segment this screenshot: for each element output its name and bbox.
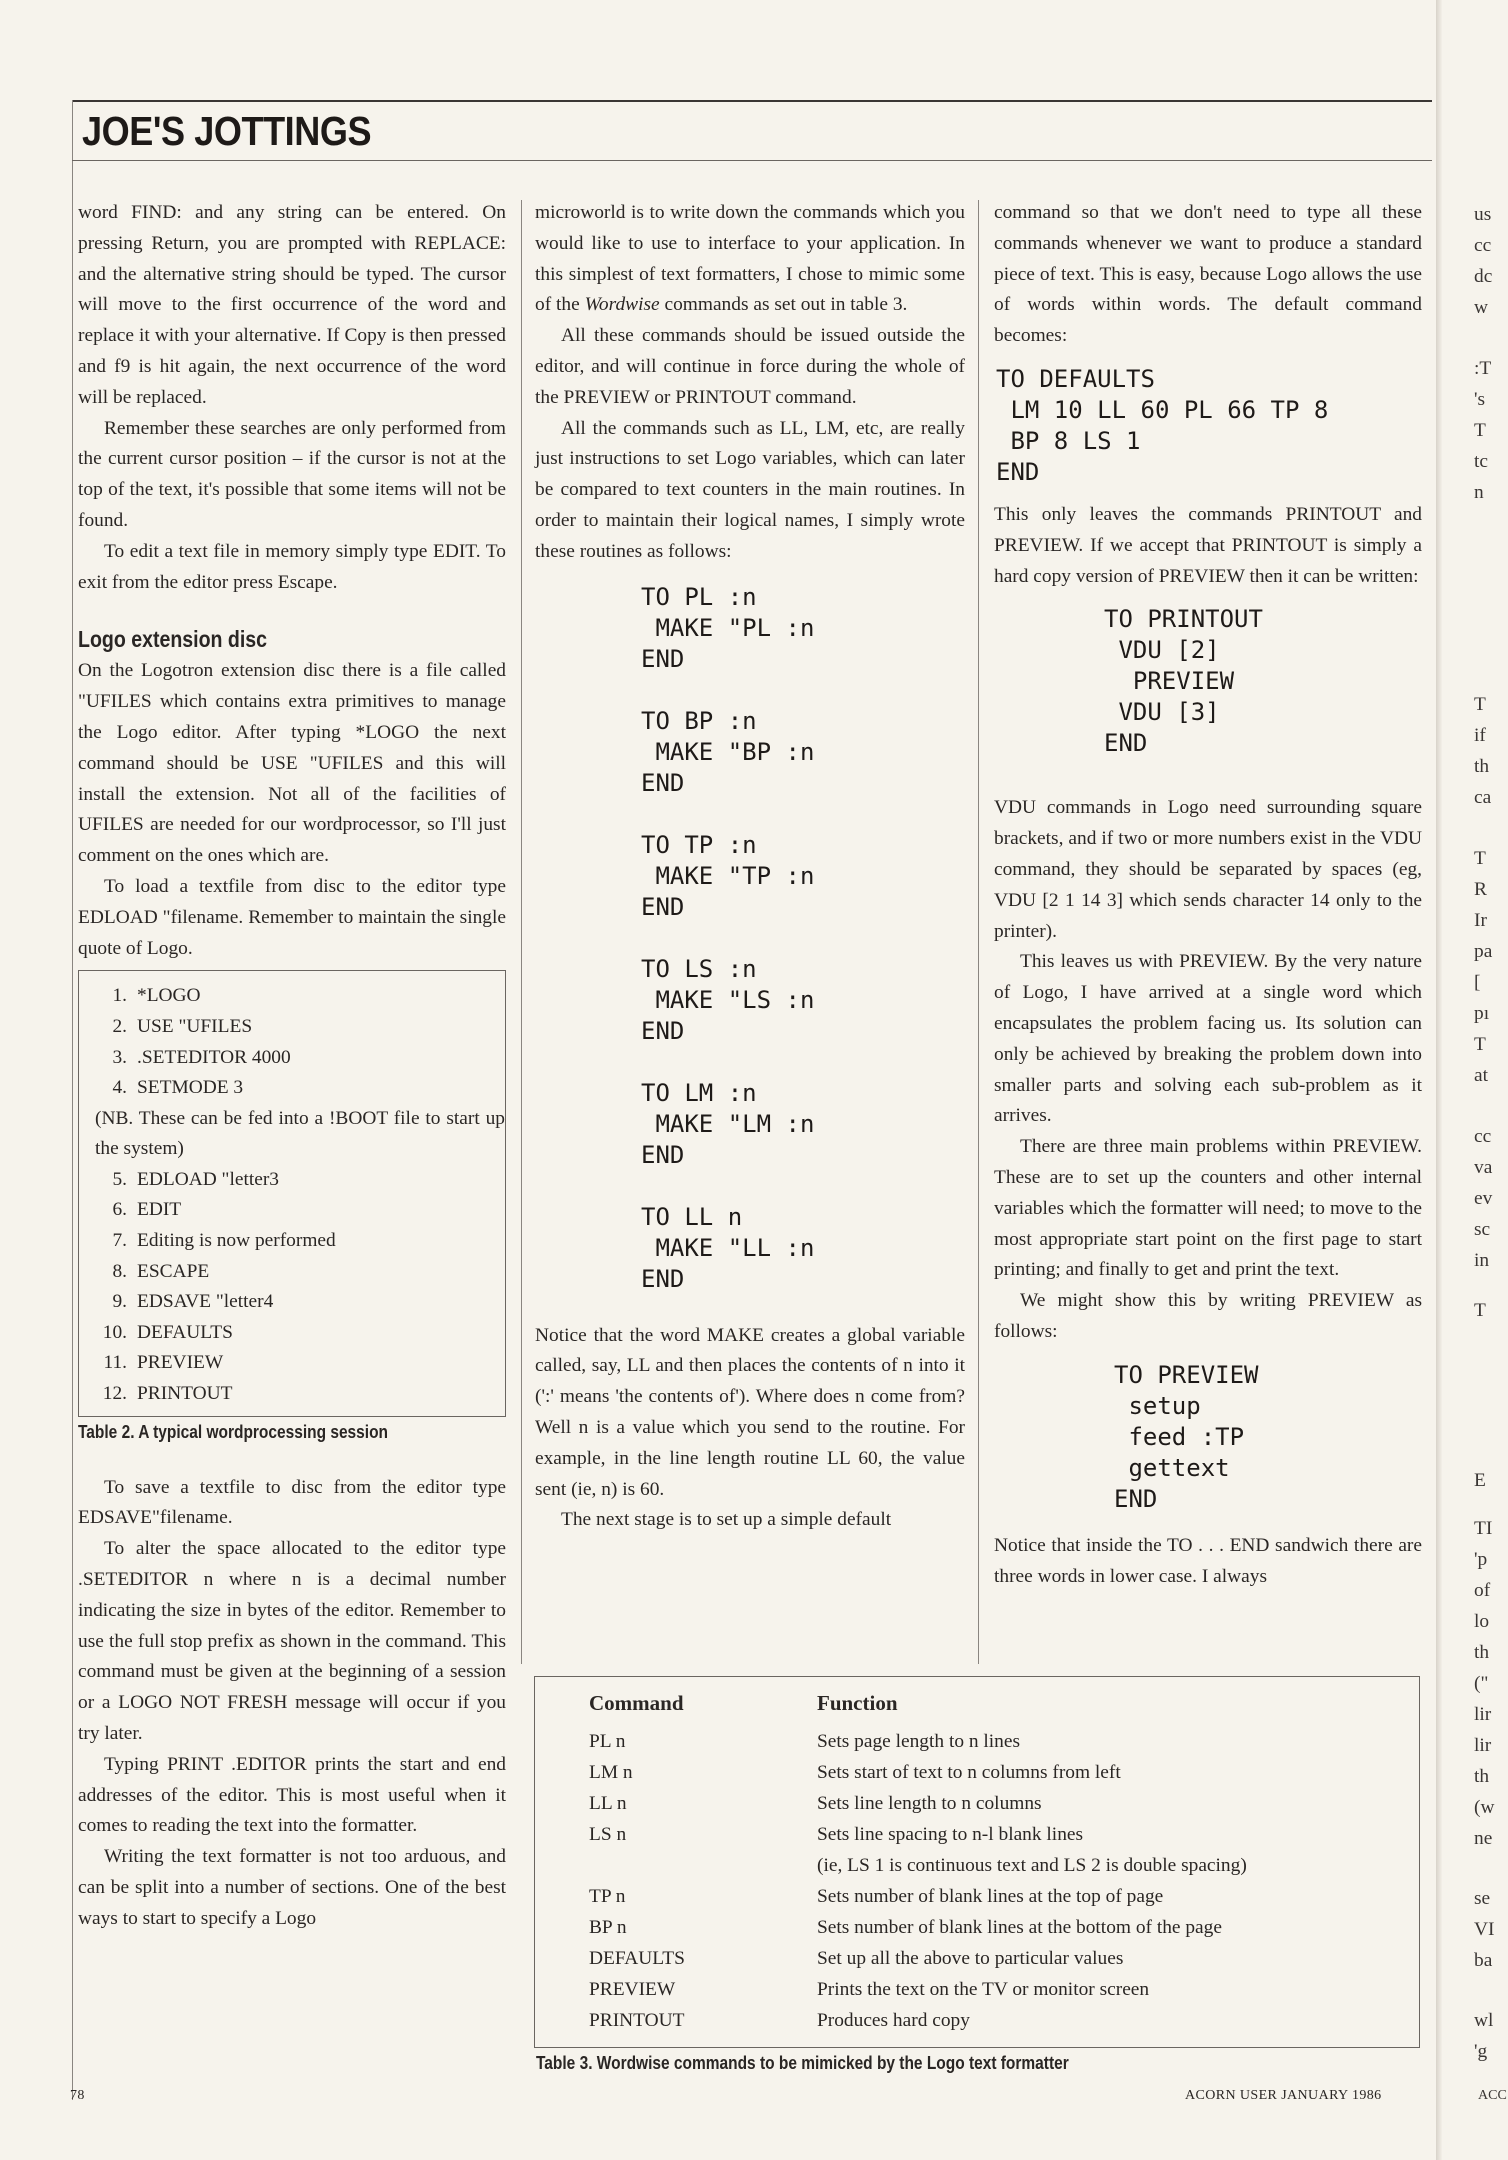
next-page-text-fragment: sc xyxy=(1474,1219,1491,1240)
next-page-text-fragment: cc xyxy=(1474,235,1492,256)
next-page-text-fragment: th xyxy=(1474,756,1490,777)
paragraph: This only leaves the commands PRINTOUT and PREVIEW. If we accept that PRINTOUT is simply a hard copy version of PREVIEW then it can be written: xyxy=(994,503,1422,587)
header-bottom-rule xyxy=(72,160,1432,161)
next-page-text-fragment: at xyxy=(1474,1065,1488,1086)
next-page-text-fragment: :T xyxy=(1474,358,1492,379)
next-page-text-fragment: Ir xyxy=(1474,910,1487,931)
page-left-rule xyxy=(72,100,73,2100)
paragraph: The next stage is to set up a simple default xyxy=(561,1509,892,1531)
next-page-text-fragment: cc xyxy=(1474,1126,1492,1147)
paragraph: We might show this by writing PREVIEW as follows: xyxy=(994,1290,1422,1342)
next-page-text-fragment: 'p xyxy=(1474,1549,1488,1570)
session-step: 3. .SETEDITOR 4000 xyxy=(112,1046,291,1068)
column-divider-2 xyxy=(978,200,979,1664)
next-page-text-fragment: of xyxy=(1474,1580,1491,1601)
next-page-text-fragment: VI xyxy=(1474,1919,1495,1940)
next-page-text-fragment: [ xyxy=(1474,972,1481,993)
session-step: 4. SETMODE 3 xyxy=(112,1077,244,1099)
session-step: 2. USE "UFILES xyxy=(112,1015,253,1037)
next-page-text-fragment: E xyxy=(1474,1470,1486,1491)
next-page-edge xyxy=(1436,0,1508,2160)
next-page-text-fragment: th xyxy=(1474,1642,1490,1663)
paragraph: On the Logotron extension disc there is a file called "UFILES which contains extra primitives to manage the Logo editor. After typing *LOGO the next command should be USE "UFILES and this will install the extension. Not all of the facilities of UFILES are needed for our wordprocessor, so I'll just comment on the ones which are. xyxy=(78,660,506,867)
column-divider-1 xyxy=(521,200,522,1664)
issue-line: ACORN USER JANUARY 1986 xyxy=(1185,2088,1382,2103)
code-listing-preview: TO PREVIEW setup feed :TP gettext END xyxy=(1114,1360,1259,1513)
next-page-text-fragment: th xyxy=(1474,1766,1490,1787)
column-3 xyxy=(994,198,1422,1592)
wordwise-title: Wordwise xyxy=(584,294,660,316)
session-step: 11. PREVIEW xyxy=(103,1352,224,1374)
session-step: 6. EDIT xyxy=(112,1199,182,1221)
code-listing-setters: TO PL :n MAKE "PL :n END TO BP :n MAKE "BP :n END TO TP :n MAKE "TP :n END TO LS :n MAKE "LS :n END TO LM :n MAKE "LM :n END TO LL n MAKE "LL :n END xyxy=(641,582,815,1293)
paragraph: word FIND: and any string can be entered. On pressing Return, you are prompted with REPLACE: and the alternative string should be typed. The cursor will move to the first occurrence of the word and replace it with your alternative. If Copy is then pressed and f9 is hit again, the next occurrence of the word will be replaced. xyxy=(78,202,506,408)
next-page-text-fragment: in xyxy=(1474,1250,1490,1271)
next-page-text-fragment: lo xyxy=(1474,1611,1490,1632)
next-page-text-fragment: lir xyxy=(1474,1735,1492,1756)
next-page-text-fragment: n xyxy=(1474,482,1484,503)
column-1 xyxy=(78,198,506,1935)
next-page-text-fragment: ne xyxy=(1474,1828,1493,1849)
paragraph: Writing the text formatter is not too arduous, and can be split into a number of sections. One of the best ways to start to specify a Logo xyxy=(78,1846,506,1929)
session-step: 10. DEFAULTS xyxy=(102,1321,233,1343)
session-step: 7. Editing is now performed xyxy=(112,1230,336,1252)
paragraph: microworld is to write down the commands which you would like to use to interface to your application. In this simplest of text formatters, I chose to mimic some of the Wordwise commands as set out in table 3. xyxy=(535,202,965,316)
next-page-text-fragment: us xyxy=(1474,204,1492,225)
paragraph: Notice that the word MAKE creates a global variable called, say, LL and then places the contents of n into it (':' means 'the contents of'). Where does n come from? Well n is a value which you send to the routine. For example, in the line length routine LL 60, the value sent (ie, n) is 60. xyxy=(535,1324,965,1500)
column-2 xyxy=(535,198,965,1536)
next-page-text-fragment: R xyxy=(1474,879,1487,900)
table-header-command: Command xyxy=(589,1691,684,1715)
next-page-text-fragment: va xyxy=(1474,1157,1493,1178)
next-page-text-fragment: lir xyxy=(1474,1704,1492,1725)
paragraph: command so that we don't need to type all these commands whenever we want to produce a standard piece of text. This is easy, because Logo allows the use of words within words. The default command becomes: xyxy=(994,202,1422,347)
code-listing-defaults: TO DEFAULTS LM 10 LL 60 PL 66 TP 8 BP 8 LS 1 END xyxy=(996,364,1329,486)
next-page-text-fragment: 'g xyxy=(1474,2041,1488,2062)
session-step: 8. ESCAPE xyxy=(112,1260,210,1282)
paragraph: To load a textfile from disc to the editor type EDLOAD "filename. Remember to maintain the single quote of Logo. xyxy=(78,875,506,959)
next-page-text-fragment: w xyxy=(1474,297,1489,318)
code-listing-printout: TO PRINTOUT VDU [2] PREVIEW VDU [3] END xyxy=(1104,605,1263,758)
next-page-text-fragment: pı xyxy=(1474,1003,1490,1024)
next-page-text-fragment: T xyxy=(1474,694,1486,715)
paragraph: This leaves us with PREVIEW. By the very nature of Logo, I have arrived at a single word which encapsulates the problem facing us. Its solution can only be achieved by breaking the problem down into smaller parts and solving each sub-problem as it arrives. xyxy=(994,951,1422,1127)
paragraph: Typing PRINT .EDITOR prints the start and end addresses of the editor. This is most useful when it comes to reading the text into the formatter. xyxy=(78,1753,506,1837)
paragraph: To edit a text file in memory simply type EDIT. To exit from the editor press Escape. xyxy=(78,540,506,593)
header-top-rule xyxy=(72,100,1432,102)
section-subheading: Logo extension disc xyxy=(78,626,268,653)
paragraph: To save a textfile to disc from the editor type EDSAVE"filename. xyxy=(78,1476,506,1529)
paragraph: All the commands such as LL, LM, etc, are really just instructions to set Logo variables, which can later be compared to text counters in the main routines. In order to maintain their logical names, I simply wrote these routines as follows: xyxy=(535,417,965,562)
next-page-text-fragment: if xyxy=(1474,725,1486,746)
next-page-text-fragment: 's xyxy=(1474,389,1486,410)
paragraph: Notice that inside the TO . . . END sandwich there are three words in lower case. I always xyxy=(994,1534,1422,1587)
next-page-text-fragment: dc xyxy=(1474,266,1493,287)
next-page-text-fragment: wl xyxy=(1474,2010,1494,2031)
session-step: 1. *LOGO xyxy=(112,985,201,1007)
next-page-text-fragment: T xyxy=(1474,1034,1486,1055)
table-header-function: Function xyxy=(817,1691,898,1715)
next-page-text-fragment: (w xyxy=(1474,1797,1495,1818)
next-page-text-fragment: TI xyxy=(1474,1518,1493,1539)
next-page-text-fragment: se xyxy=(1474,1888,1491,1909)
paragraph: All these commands should be issued outside the editor, and will continue in force during the whole of the PREVIEW or PRINTOUT command. xyxy=(535,325,965,408)
paragraph: VDU commands in Logo need surrounding square brackets, and if two or more numbers exist in the VDU command, they should be separated by spaces (eg, VDU [2 1 14 3] which sends character 14 only to the printer). xyxy=(994,797,1422,942)
next-page-text-fragment: (" xyxy=(1474,1673,1489,1694)
session-note: (NB. These can be fed into a !BOOT file to start up the system) xyxy=(95,1107,505,1160)
table-2-caption: Table 2. A typical wordprocessing session xyxy=(78,1421,388,1442)
page-number: 78 xyxy=(70,2088,85,2103)
next-page-text-fragment: T xyxy=(1474,848,1486,869)
next-page-text-fragment: T xyxy=(1474,1300,1486,1321)
next-page-text-fragment: tc xyxy=(1474,451,1488,472)
page-title: JOE'S JOTTINGS xyxy=(82,108,372,154)
session-step: 12. PRINTOUT xyxy=(102,1383,233,1405)
next-page-text-fragment: ba xyxy=(1474,1950,1493,1971)
next-page-text-fragment: ca xyxy=(1474,787,1492,808)
table-3: Command Function PL n Sets page length to n lines LM n Sets start of text to n columns from left LL n Sets line length to n columns LS n Sets line spacing to n-l blank lines (ie, LS 1 is continuous text and LS 2 is double spacing) TP n Sets number of blank lines at the top of page BP n Sets number of blank lines at the bottom of the page DEFAULTS Set up all the above to particular values PREVIEW Prints the text on the TV or monitor screen PRINTOUT Produces hard copy xyxy=(534,1676,1420,2048)
table-3-caption: Table 3. Wordwise commands to be mimicked by the Logo text formatter xyxy=(536,2053,1069,2073)
next-page-footer-fragment: ACC xyxy=(1478,2088,1507,2103)
next-page-text-fragment: T xyxy=(1474,420,1486,441)
table-2-session-box xyxy=(78,970,506,1416)
session-step: 9. EDSAVE "letter4 xyxy=(112,1291,274,1313)
next-page-text-fragment: pa xyxy=(1474,941,1493,962)
next-page-text-fragment: ev xyxy=(1474,1188,1493,1209)
paragraph: Remember these searches are only performed from the current cursor position – if the cursor is not at the top of the text, it's possible that some items will not be found. xyxy=(78,417,506,531)
session-step: 5. EDLOAD "letter3 xyxy=(112,1168,279,1190)
paragraph: There are three main problems within PREVIEW. These are to set up the counters and other internal variables which the formatter will need; to move to the most appropriate start point on the first page to start printing; and finally to get and print the text. xyxy=(994,1136,1422,1281)
paragraph: To alter the space allocated to the editor type .SETEDITOR n where n is a decimal number indicating the size in bytes of the editor. Remember to use the full stop prefix as shown in the command. This command must be given at the beginning of a session or a LOGO NOT FRESH message will occur if you try later. xyxy=(78,1538,506,1745)
